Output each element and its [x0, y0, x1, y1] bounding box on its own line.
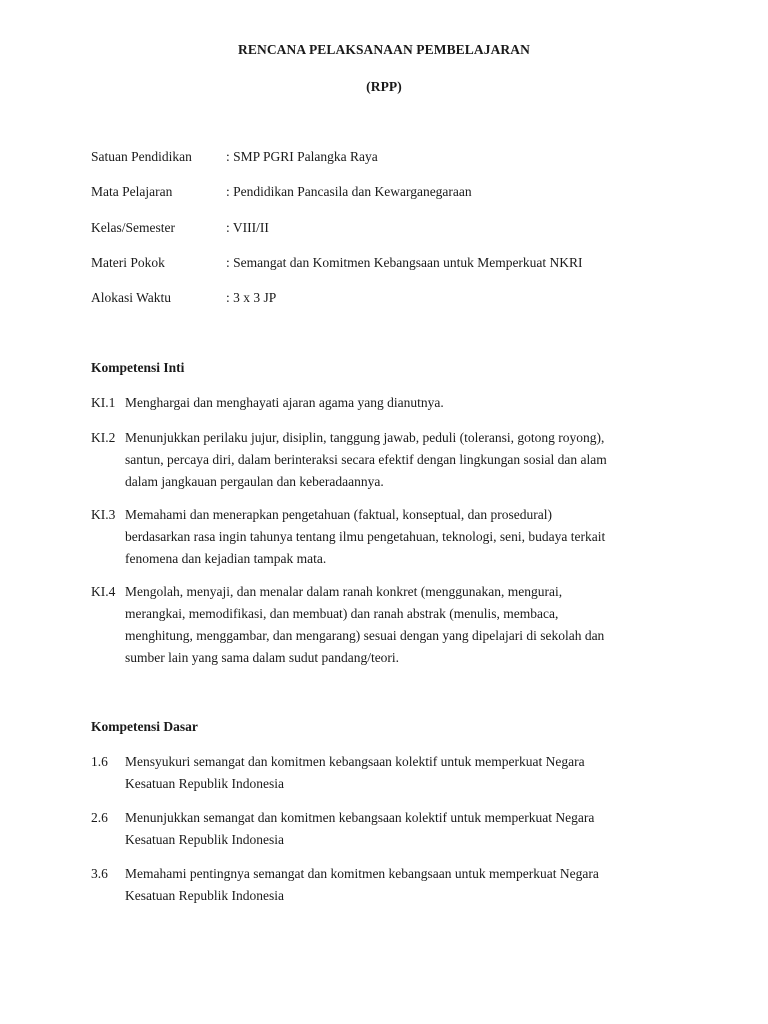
ki-number: KI.3 [91, 507, 116, 522]
ki-number: KI.4 [91, 584, 116, 599]
kd-line: Memahami pentingnya semangat dan komitmen kebangsaan untuk memperkuat Negara [125, 866, 599, 881]
kompetensi-inti-heading: Kompetensi Inti [91, 360, 185, 375]
ki-number: KI.1 [91, 395, 116, 410]
identity-label: Satuan Pendidikan [91, 149, 192, 164]
kd-line: Kesatuan Republik Indonesia [125, 776, 284, 791]
identity-value: : Semangat dan Komitmen Kebangsaan untuk Memperkuat NKRI [226, 255, 583, 270]
document-subtitle: (RPP) [366, 79, 402, 94]
identity-value: : 3 x 3 JP [226, 290, 277, 305]
kd-line: Kesatuan Republik Indonesia [125, 888, 284, 903]
identity-label: Mata Pelajaran [91, 184, 173, 199]
kd-number: 2.6 [91, 810, 108, 825]
ki-line: menghitung, menggambar, dan mengarang) sesuai dengan yang dipelajari di sekolah dan [125, 628, 605, 643]
identity-label: Materi Pokok [91, 255, 165, 270]
ki-line: Mengolah, menyaji, dan menalar dalam ranah konkret (menggunakan, mengurai, [125, 584, 563, 599]
kd-number: 1.6 [91, 754, 108, 769]
kd-line: Menunjukkan semangat dan komitmen kebangsaan kolektif untuk memperkuat Negara [125, 810, 595, 825]
ki-line: santun, percaya diri, dalam berinteraksi secara efektif dengan lingkungan sosial dan alam [125, 452, 607, 467]
document-title: RENCANA PELAKSANAAN PEMBELAJARAN [238, 42, 530, 57]
kd-line: Mensyukuri semangat dan komitmen kebangsaan kolektif untuk memperkuat Negara [125, 754, 585, 769]
ki-number: KI.2 [91, 430, 116, 445]
ki-line: fenomena dan kejadian tampak mata. [125, 551, 327, 566]
identity-value: : Pendidikan Pancasila dan Kewarganegaraan [226, 184, 472, 199]
ki-line: dalam jangkauan pergaulan dan keberadaannya. [125, 474, 384, 489]
identity-label: Kelas/Semester [91, 220, 175, 235]
kd-number: 3.6 [91, 866, 108, 881]
ki-line: berdasarkan rasa ingin tahunya tentang ilmu pengetahuan, teknologi, seni, budaya terkait [125, 529, 606, 544]
kd-line: Kesatuan Republik Indonesia [125, 832, 284, 847]
ki-line: Memahami dan menerapkan pengetahuan (faktual, konseptual, dan prosedural) [125, 507, 552, 522]
kompetensi-dasar-heading: Kompetensi Dasar [91, 719, 198, 734]
ki-line: merangkai, memodifikasi, dan membuat) dan ranah abstrak (menulis, membaca, [125, 606, 559, 621]
ki-line: Menghargai dan menghayati ajaran agama yang dianutnya. [125, 395, 444, 410]
identity-label: Alokasi Waktu [91, 290, 172, 305]
ki-line: Menunjukkan perilaku jujur, disiplin, tanggung jawab, peduli (toleransi, gotong royong), [125, 430, 605, 445]
identity-value: : SMP PGRI Palangka Raya [226, 149, 378, 164]
ki-line: sumber lain yang sama dalam sudut pandang/teori. [125, 650, 400, 665]
identity-value: : VIII/II [226, 220, 269, 235]
